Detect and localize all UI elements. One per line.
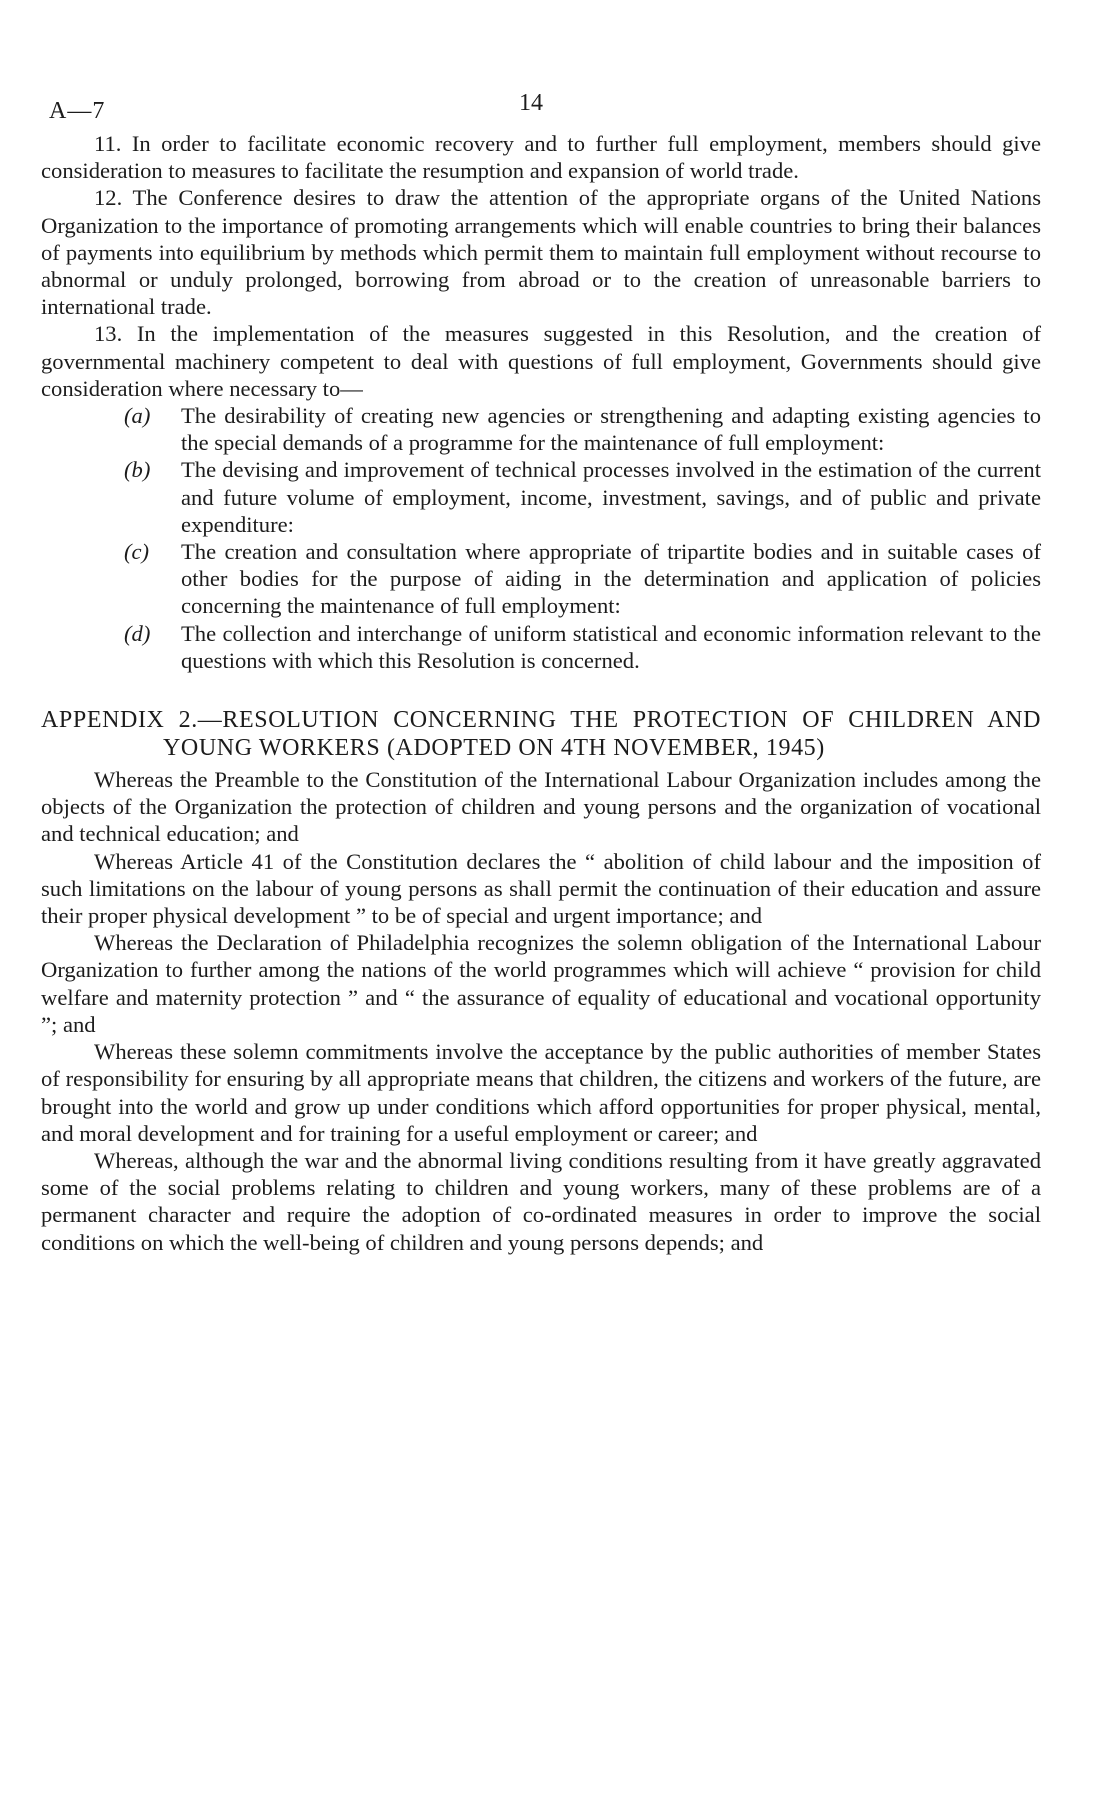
list-item-label: (c): [124, 539, 150, 565]
whereas-paragraph-4: Whereas these solemn commitments involve the acceptance by the public authorities of member States of responsibility for ensuring by all appropriate means that children, the citizens and workers of the future, are brought into the world and grow up under conditions which afford opportunities for proper physical, mental, and moral development and for training for a useful employment or career; and: [41, 1039, 1041, 1146]
list-item-text: The creation and consultation where appropriate of tripartite bodies and in suitable cases of other bodies for the purpose of aiding in the determination and application of policies concerning the maintenance of full employment:: [181, 539, 1041, 619]
list-item-c: [124, 538, 1041, 620]
appendix-heading: APPENDIX 2.—RESOLUTION CONCERNING THE PROTECTION OF CHILDREN AND YOUNG WORKERS (ADOPTED ON 4TH NOVEMBER, 1945): [41, 707, 1041, 762]
list-item-label: (b): [124, 457, 151, 483]
appendix-body: [41, 766, 1041, 1256]
document-page: [41, 90, 1041, 1256]
list-item-text: The collection and interchange of uniform statistical and economic information relevant to the questions with which this Resolution is concerned.: [181, 620, 1041, 673]
list-item-text: The devising and improvement of technical processes involved in the estimation of the current and future volume of employment, income, investment, savings, and of public and private expenditure:: [181, 457, 1041, 537]
resolution-body: [41, 130, 1041, 674]
paragraph-11: 11. In order to facilitate economic recovery and to further full employment, members should give consideration to measures to facilitate the resumption and expansion of world trade.: [41, 131, 1041, 184]
paragraph-12: 12. The Conference desires to draw the attention of the appropriate organs of the United Nations Organization to the importance of promoting arrangements which will enable countries to bring their balances of payments into equilibrium by methods which permit them to maintain full employment without recourse to abnormal or unduly prolonged, borrowing from abroad or to the creation of unreasonable barriers to international trade.: [41, 185, 1041, 320]
paragraph-13: 13. In the implementation of the measures suggested in this Resolution, and the creation of governmental machinery competent to deal with questions of full employment, Governments should give consideration where necessary to—: [41, 321, 1041, 401]
list-item-b: [124, 456, 1041, 538]
whereas-paragraph-2: Whereas Article 41 of the Constitution declares the “ abolition of child labour and the imposition of such limitations on the labour of young persons as shall permit the continuation of their education and assure their proper physical development ” to be of special and urgent importance; and: [41, 848, 1041, 929]
list-item-a: [124, 402, 1041, 456]
list-item-d: [124, 620, 1041, 674]
document-reference: A—7: [49, 98, 106, 124]
list-item-label: (d): [124, 620, 151, 646]
page-number: 14: [519, 90, 543, 116]
whereas-paragraph-1: Whereas the Preamble to the Constitution of the International Labour Organization includes among the objects of the Organization the protection of children and young persons and the organization of vocational and technical education; and: [41, 767, 1041, 847]
list-item-label: (a): [124, 403, 151, 429]
list-item-text: The desirability of creating new agencies or strengthening and adapting existing agencies to the special demands of a programme for the maintenance of full employment:: [181, 403, 1041, 456]
whereas-paragraph-3: Whereas the Declaration of Philadelphia recognizes the solemn obligation of the International Labour Organization to further among the nations of the world programmes which will achieve “ provision for child welfare and maternity protection ” and “ the assurance of equality of educational and vocational opportunity ”; and: [41, 930, 1041, 1037]
whereas-paragraph-5: Whereas, although the war and the abnormal living conditions resulting from it have greatly aggravated some of the social problems relating to children and young workers, many of these problems are of a permanent character and require the adoption of co-ordinated measures in order to improve the social conditions on which the well-being of children and young persons depends; and: [41, 1147, 1041, 1255]
page-header: [41, 90, 1041, 130]
